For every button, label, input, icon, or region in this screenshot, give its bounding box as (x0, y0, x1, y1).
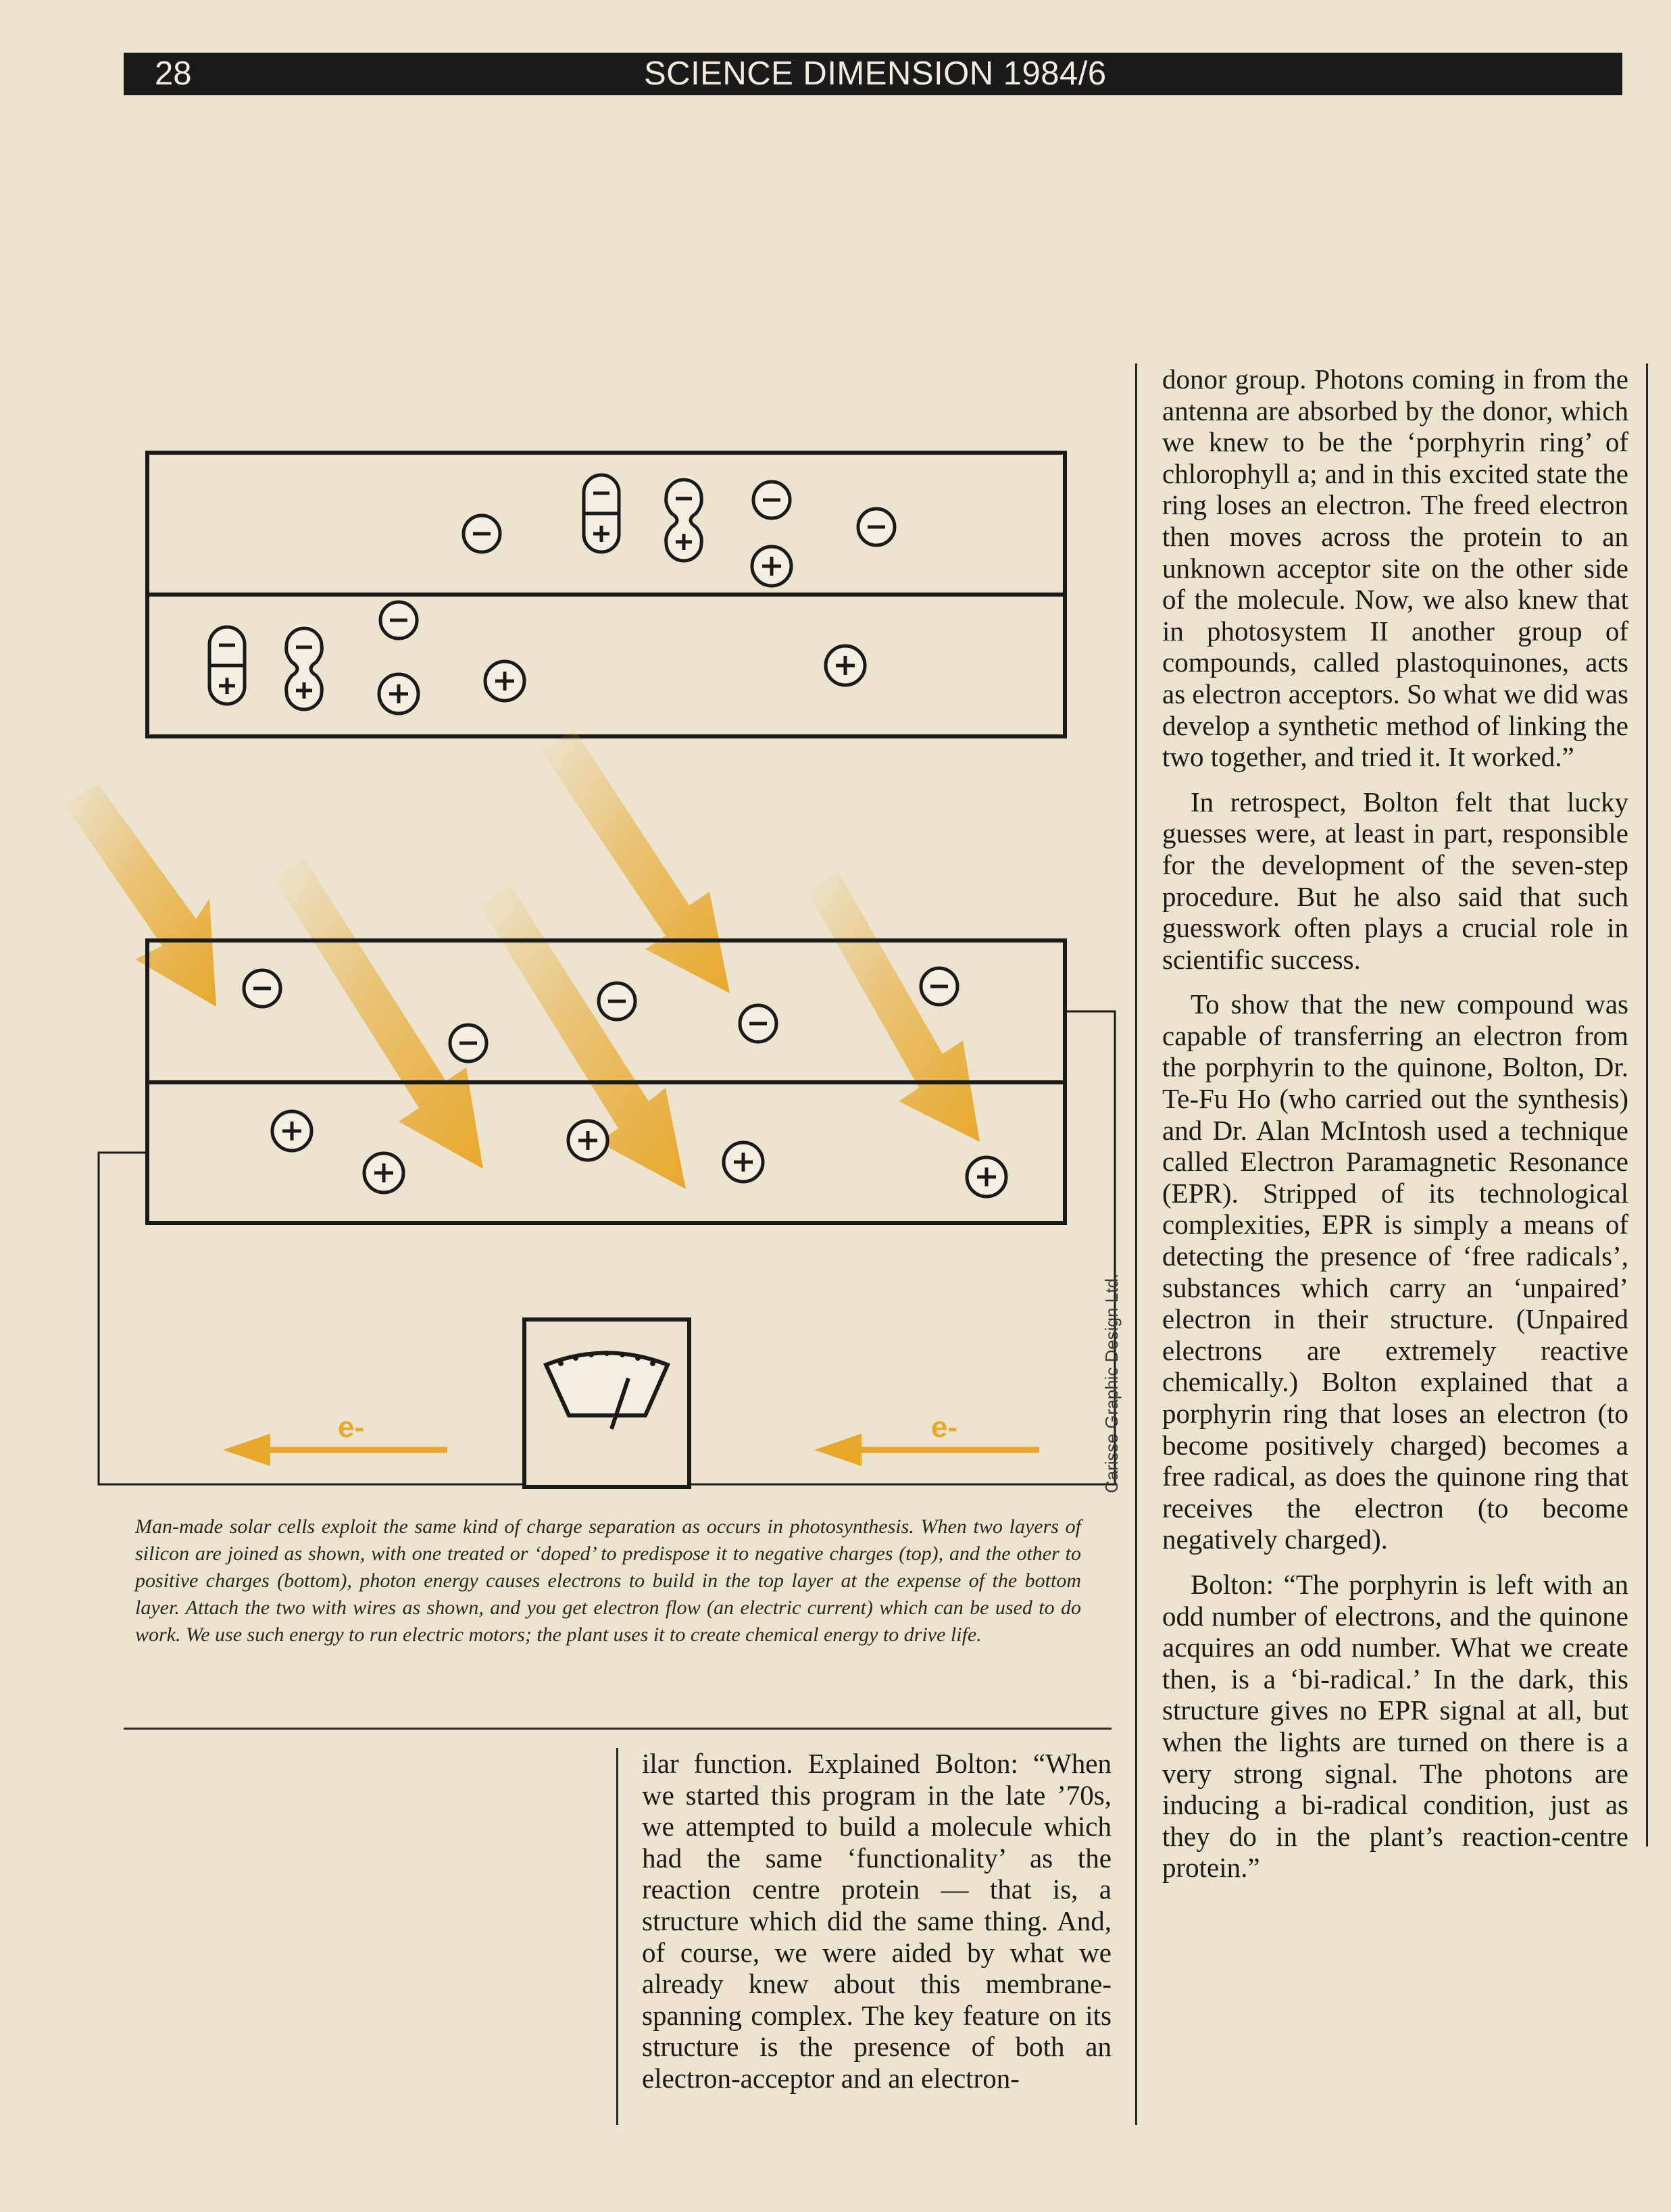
unexcited-silicon-layers (147, 453, 1065, 736)
excited-silicon-layers (147, 940, 1065, 1223)
paragraph: To show that the new compound was capable of transferring an electron from the porphyrin to the quinone, Bolton, Dr. Te-Fu Ho (who carried out the synthesis) and Dr. Alan McIntosh used a technique called Electron Paramagnetic Resonance (EPR). Stripped of its technological complexities, EPR is simply a means of detecting the presence of ‘free radicals’, substances which carry an ‘unpaired’ electron in their structure. (Unpaired electrons are extremely reactive chemically.) Bolton explained that a porphyrin ring that loses an electron (to become positively charged) becomes a free radical, as does the quinone ring that receives the electron (to become negatively charged). (1162, 988, 1628, 1555)
paragraph: ilar function. Explained Bolton: “When we started this program in the late ’70s, we attempted to build a molecule which had the same ‘functionality’ as the reaction centre protein — that is, a structure which did the same thing. And, of course, we were aided by what we already knew about this membrane-spanning complex. The key feature on its structure is the presence of both an electron-acceptor and an electron- (642, 1748, 1112, 2094)
current-meter (524, 1319, 689, 1487)
paragraph: donor group. Photons coming in from the antenna are absorbed by the donor, which we knew to be the ‘porphyrin ring’ of chlorophyll a; and in this excited state the ring loses an electron. The freed electron then moves across the protein to an unknown acceptor site on the other side of the molecule. Now, we also knew that in photosystem II another group of compounds, called plastoquinones, acts as electron acceptors. So what we did was develop a synthetic method of linking the two together, and tried it. It worked.” (1162, 363, 1628, 773)
electron-label-right: e- (931, 1411, 958, 1444)
paragraph: In retrospect, Bolton felt that lucky guesses were, at least in part, responsible for the development of the seven-step procedure. But he also said that such guesswork often plays a crucial role in scientific success. (1162, 786, 1628, 975)
electron-flow-right (814, 1411, 1039, 1466)
illustration-credit: Carisse Graphic Design Ltd. (1101, 1273, 1122, 1493)
page-number: 28 (155, 55, 192, 92)
electron-flow-left (223, 1411, 447, 1466)
figure-caption: Man-made solar cells exploit the same kind of charge separation as occurs in photosynthesis. When two layers of silicon are joined as shown, with one treated or ‘doped’ to predispose it to negative charges (top), and the other to positive charges (bottom), photon energy causes electrons to build in the top layer at the expense of the bottom layer. Attach the two with wires as shown, and you get electron flow (an electric current) which can be used to do work. We use such energy to run electric motors; the plant uses it to create chemical energy to drive life. (135, 1515, 1081, 1646)
article-column-right (1162, 363, 1628, 1897)
paragraph: Bolton: “The porphyrin is left with an odd number of electrons, and the quinone acquires an odd number. What we create then, is a ‘bi-radical.’ In the dark, this structure gives no EPR signal at all, but when the lights are turned on there is a very strong signal. The photons are inducing a bi-radical condition, just as they do in the plant’s reaction-centre protein.” (1162, 1568, 1628, 1884)
electron-label-left: e- (338, 1411, 365, 1444)
running-header (124, 53, 1622, 95)
photon-arrows (64, 730, 980, 1189)
column-rule-left (616, 1748, 618, 2125)
solar-cell-illustration (61, 426, 1155, 1507)
magazine-title: SCIENCE DIMENSION 1984/6 (644, 55, 1107, 92)
caption-divider (124, 1728, 1112, 1730)
column-rule-right (1135, 363, 1137, 2125)
column-rule-far-right (1646, 363, 1648, 1846)
article-column-middle (642, 1748, 1112, 2108)
